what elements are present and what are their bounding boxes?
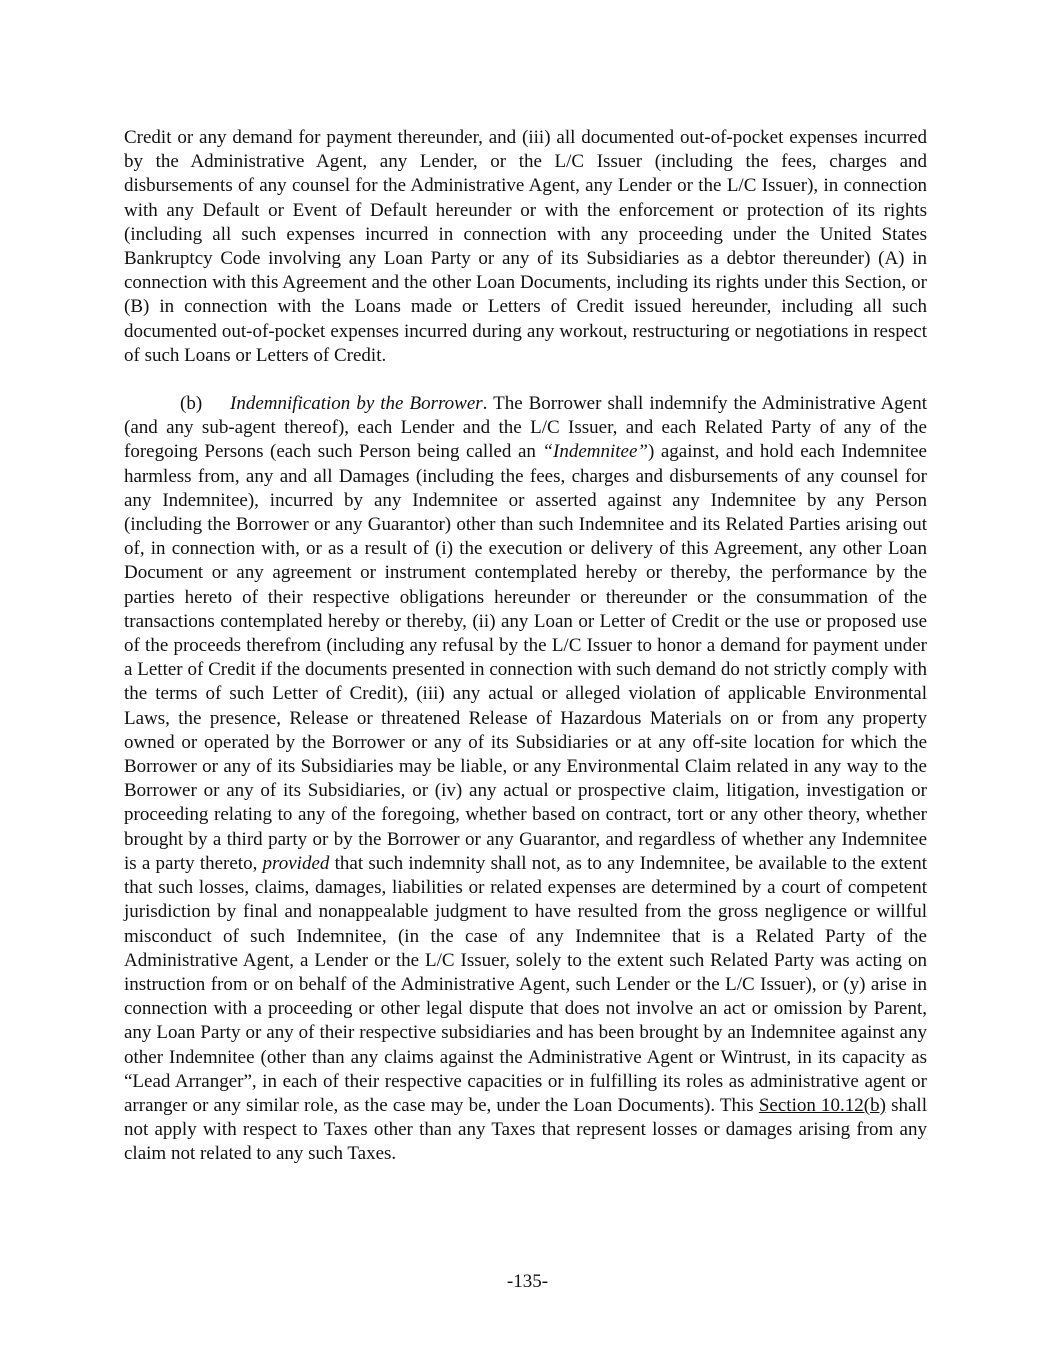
paragraph-b-heading: Indemnification by the Borrower (230, 393, 483, 415)
page-number: -135- (506, 1271, 549, 1292)
paragraph-b-text-2: ) against, and hold each Indemnitee harmless from, any and all Damages (including the fees, charges and disbursements of any counsel for any Indemnitee), incurred by any Indemnitee or asserted against any Indemnitee by any Person (including the Borrower or any Guarantor) other than such Indemnitee and its Related Parties arising out of, in connection with, or as a result of (i) the execution or delivery of this Agreement, any other Loan Document or any agreement or instrument contemplated hereby or thereby, the performance by the parties hereto of their respective obligations hereunder or thereunder or the consummation of the transactions contemplated hereby or thereby, (ii) any Loan or Letter of Credit or the use or proposed use of the proceeds therefrom (including any refusal by the L/C Issuer to honor a demand for payment under a Letter of Credit if the documents presented in connection with such demand do not strictly comply with the terms of such Letter of Credit), (iii) any actual or alleged violation of applicable Environmental Laws, the presence, Release or threatened Release of Hazardous Materials on or from any property owned or operated by the Borrower or any of its Subsidiaries or at any off-site location for which the Borrower or any of its Subsidiaries may be liable, or any Environmental Claim related in any way to the Borrower or any of its Subsidiaries, or (iv) any actual or prospective claim, litigation, investigation or proceeding relating to any of the foregoing, whether based on contract, tort or any other theory, whether brought by a third party or by the Borrower or any Guarantor, and regardless of whether any Indemnitee is a party thereto, (124, 441, 927, 874)
document-page (124, 126, 927, 1167)
paragraph-a: Credit or any demand for payment thereunder, and (iii) all documented out-of-pocket expenses incurred by the Administrative Agent, any Lender, or the L/C Issuer (including the fees, charges and disbursements of any counsel for the Administrative Agent, any Lender or the L/C Issuer), in connection with any Default or Event of Default hereunder or with the enforcement or protection of its rights (including all such expenses incurred in connection with any proceeding under the United States Bankruptcy Code involving any Loan Party or any of its Subsidiaries as a debtor thereunder) (A) in connection with this Agreement and the other Loan Documents, including its rights under this Section, or (B) in connection with the Loans made or Letters of Credit issued hereunder, including all such documented out-of-pocket expenses incurred during any workout, restructuring or negotiations in respect of such Loans or Letters of Credit. (124, 127, 927, 366)
paragraph-b-label: (b) (180, 393, 203, 415)
paragraph-b-text-1: The Borrower shall indemnify the Administrative Agent (and any sub-agent thereof), each Lender and the L/C Issuer, and each Related Party of any of the foregoing Persons (each such Person being called an (124, 393, 927, 463)
defined-term-indemnitee: “Indemnitee” (542, 441, 648, 463)
paragraph-b-text-4: shall not apply with respect to Taxes other than any Taxes that represent losses or damages arising from any claim not related to any such Taxes. (124, 1094, 927, 1165)
paragraph-b-text-3: that such indemnity shall not, as to any Indemnitee, be available to the extent that such losses, claims, damages, liabilities or related expenses are determined by a court of competent jurisdiction by final and nonappealable judgment to have resulted from the gross negligence or willful misconduct of such Indemnitee, (in the case of any Indemnitee that is a Related Party of the Administrative Agent, a Lender or the L/C Issuer, solely to the extent such Related Party was acting on instruction from or on behalf of the Administrative Agent, such Lender or the L/C Issuer), or (y) arise in connection with a proceeding or other legal dispute that does not involve an act or omission by Parent, any Loan Party or any of their respective subsidiaries and has been brought by an Indemnitee against any other Indemnitee (other than any claims against the Administrative Agent or Wintrust, in its capacity as “Lead Arranger”, in each of their respective capacities or in fulfilling its roles as administrative agent or arranger or any similar role, as the case may be, under the Loan Documents). This (124, 852, 927, 1116)
section-reference-link[interactable]: Section 10.12(b) (758, 1094, 886, 1116)
paragraph-b (124, 392, 927, 1167)
paragraph-b-heading-period: . (482, 393, 488, 415)
proviso-term: provided (262, 852, 330, 874)
